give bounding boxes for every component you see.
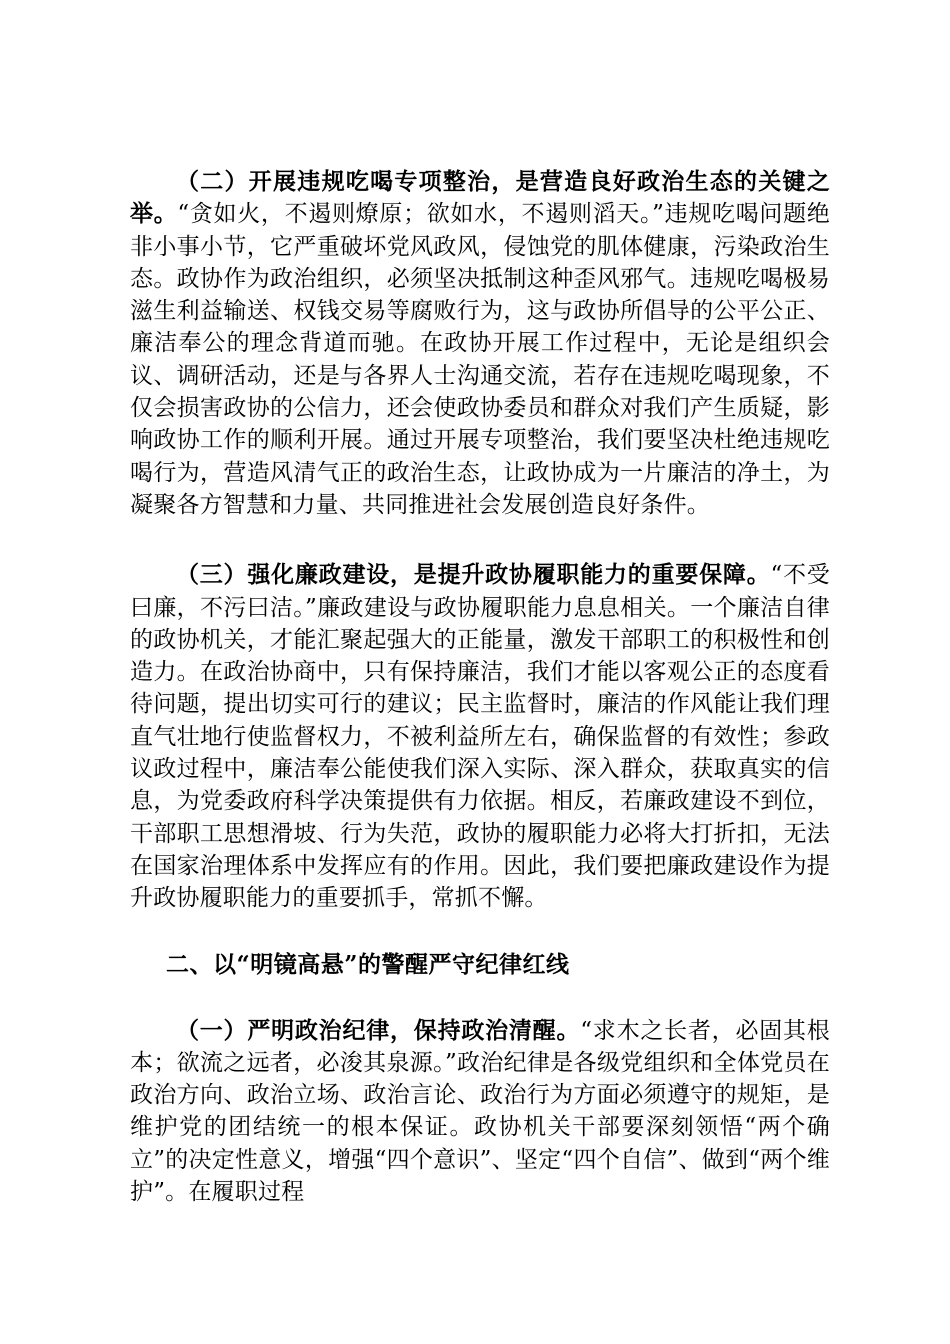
paragraph-lead: （一）严明政治纪律，保持政治清醒。 <box>176 1016 581 1044</box>
paragraph-body: “不受曰廉，不污曰洁。”廉政建设与政协履职能力息息相关。一个廉洁自律的政协机关，才能汇聚起强大的正能量，激发干部职工的积极性和创造力。在政治协商中，只有保持廉洁，我们才能以客观公正的态度看待问题，提出切实可行的建议；民主监督时，廉洁的作风能让我们理直气壮地行使监督权力，不被利益所左右，确保监督的有效性；参政议政过程中，廉洁奉公能使我们深入实际、深入群众，获取真实的信息，为党委政府科学决策提供有力依据。相反，若廉政建设不到位，干部职工思想滑坡、行为失范，政协的履职能力必将大打折扣，无法在国家治理体系中发挥应有的作用。因此，我们要把廉政建设作为提升政协履职能力的重要抓手，常抓不懈。 <box>130 562 831 912</box>
paragraph-lead: （二）开展违规吃喝专项整治，是营造良好政治生态的关键之举。 <box>130 168 830 228</box>
paragraph-integrity-building <box>130 559 830 914</box>
section-heading: 二、以“明镜高悬”的警醒严守纪律红线 <box>166 950 570 978</box>
paragraph-lead: （三）强化廉政建设，是提升政协履职能力的重要保障。 <box>176 561 771 589</box>
document-page <box>130 166 830 1208</box>
paragraph-body: “求木之长者，必固其根本；欲流之远者，必浚其泉源。”政治纪律是各级党组织和全体党员在政治方向、政治立场、政治言论、政治行为方面必须遵守的规矩，是维护党的团结统一的根本保证。政协机关干部要深刻领悟“两个确立”的决定性意义，增强“四个意识”、坚定“四个自信”、做到“两个维护”。在履职过程 <box>130 1017 830 1206</box>
paragraph-body: “贪如火，不遏则燎原；欲如水，不遏则滔天。”违规吃喝问题绝非小事小节，它严重破坏党风政风，侵蚀党的肌体健康，污染政治生态。政协作为政治组织，必须坚决抵制这种歪风邪气。违规吃喝极易滋生利益输送、权钱交易等腐败行为，这与政协所倡导的公平公正、廉洁奉公的理念背道而驰。在政协开展工作过程中，无论是组织会议、调研活动，还是与各界人士沟通交流，若存在违规吃喝现象，不仅会损害政协的公信力，还会使政协委员和群众对我们产生质疑，影响政协工作的顺利开展。通过开展专项整治，我们要坚决杜绝违规吃喝行为，营造风清气正的政治生态，让政协成为一片廉洁的净土，为凝聚各方智慧和力量、共同推进社会发展创造良好条件。 <box>130 201 830 518</box>
paragraph-rectify-eating-drinking <box>130 166 830 521</box>
paragraph-political-discipline <box>130 1015 830 1209</box>
